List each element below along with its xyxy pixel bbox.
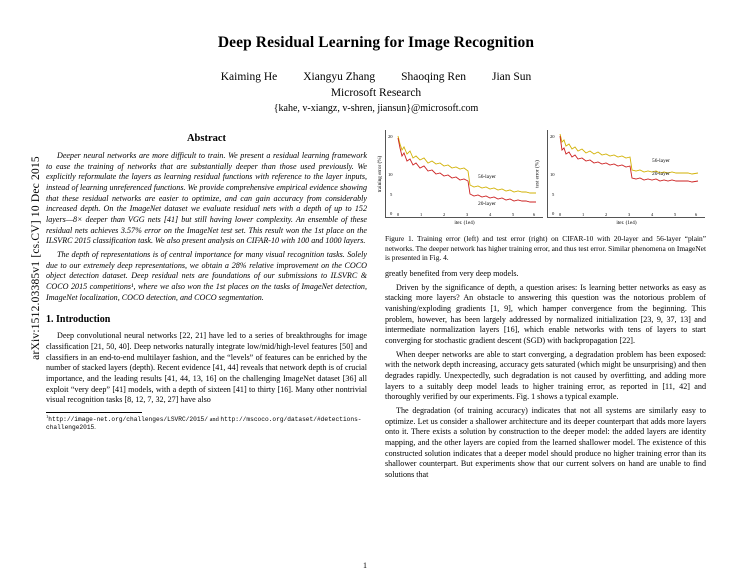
chart-test-error — [534, 130, 705, 227]
figure-charts — [376, 130, 706, 227]
affiliation: Microsoft Research — [330, 87, 422, 99]
chart-xlabel: iter. (1e4) — [616, 220, 637, 227]
series-56-layer — [560, 134, 698, 174]
chart-xtick: 4 — [651, 212, 654, 217]
right-paragraph: Driven by the significance of depth, a question arises: Is learning better networks as easy as stacking more layers? An obstacle to answering this question was the notorious problem of vanishing/exploding gradients [1, 9], which hamper convergence from the beginning. This problem, however, has been largely addressed by normalized initialization [23, 9, 37, 13] and intermediate normalization layers [16], which enable networks with tens of layers to start converging for stochastic gradient descent (SGD) with backpropagation [22]. — [385, 282, 706, 345]
chart-annotation-20-layer: 20-layer — [652, 171, 670, 177]
left-column — [46, 128, 367, 484]
chart-xtick: 0 — [397, 212, 400, 217]
chart-ytick: 10 — [388, 172, 393, 177]
paper-content — [46, 0, 706, 578]
chart-svg — [386, 130, 543, 217]
chart-xlabel: iter. (1e4) — [454, 220, 475, 227]
chart-annotation-56-layer: 56-layer — [652, 158, 670, 164]
author: Jian Sun — [491, 71, 532, 83]
two-column-body — [46, 128, 706, 484]
footnote-link[interactable]: http://mscoco.org/dataset/#detections-challenge2015 — [46, 416, 362, 432]
footnote — [46, 416, 367, 433]
series-20-layer — [560, 136, 698, 182]
chart-xtick: 6 — [695, 212, 698, 217]
page-title: Deep Residual Learning for Image Recognition — [217, 34, 535, 51]
figure-caption: Figure 1. Training error (left) and test error (right) on CIFAR-10 with 20-layer and 56-layer “plain” networks. The deeper network has higher training error, and thus test error. Similar phenomena on ImageNet is presented in Fig. 4. — [385, 234, 706, 263]
footnote-conjunction: and — [207, 416, 221, 424]
footnote-marker: 1 — [46, 414, 49, 420]
emails: {kahe, v-xiangz, v-shren, jiansun}@microsoft.com — [273, 103, 479, 114]
chart-xtick: 2 — [605, 212, 608, 217]
right-paragraph: When deeper networks are able to start converging, a degradation problem has been exposed: with the network depth increasing, accuracy gets saturated (which might be unsurprising) and then degrades rapidly. Unexpectedly, such degradation is not caused by overfitting, and adding more layers to a suitably deep model leads to higher training error, as reported in [11, 42] and thoroughly verified by our experiments. Fig. 1 shows a typical example. — [385, 349, 706, 402]
chart-xtick: 1 — [582, 212, 585, 217]
author: Kaiming He — [220, 71, 278, 83]
chart-xtick: 2 — [443, 212, 446, 217]
arxiv-stamp: arXiv:1512.03385v1 [cs.CV] 10 Dec 2015 — [30, 156, 42, 360]
chart-ytick: 5 — [390, 192, 393, 197]
chart-xtick: 6 — [533, 212, 536, 217]
chart-ytick: 20 — [550, 134, 555, 139]
page-number: 1 — [363, 561, 367, 570]
introduction-heading: 1. Introduction — [46, 314, 111, 326]
chart-ytick: 5 — [552, 192, 555, 197]
chart-xtick: 1 — [420, 212, 423, 217]
right-paragraph: greatly benefited from very deep models. — [385, 268, 519, 278]
abstract-paragraph: The depth of representations is of central importance for many visual recognition tasks. Solely due to our extremely deep representations, we obtain a 28% relative improvement on the COCO object detection dataset. Deep residual nets are foundations of our submissions to ILSVRC & COCO 2015 competitions¹, where we also won the 1st places on the tasks of ImageNet detection, ImageNet localization, COCO detection, and COCO segmentation. — [46, 249, 367, 302]
footnote-link[interactable]: http://image-net.org/challenges/LSVRC/2015/ — [48, 416, 208, 424]
author: Xiangyu Zhang — [303, 71, 376, 83]
chart-ylabel: test error (%) — [534, 159, 541, 188]
chart-xtick: 3 — [628, 212, 631, 217]
abstract-paragraph: Deeper neural networks are more difficult to train. We present a residual learning framework to ease the training of networks that are substantially deeper than those used previously. We explicitly reformulate the layers as learning residual functions with reference to the layer inputs, instead of learning unreferenced functions. We provide comprehensive empirical evidence showing that these residual networks are easier to optimize, and can gain accuracy from considerably increased depth. On the ImageNet dataset we evaluate residual nets with a depth of up to 152 layers—8× deeper than VGG nets [41] but still having lower complexity. An ensemble of these residual nets achieves 3.57% error on the ImageNet test set. This result won the 1st place on the ILSVRC 2015 classification task. We also present analysis on CIFAR-10 with 100 and 1000 layers. — [46, 150, 367, 246]
chart-ytick: 0 — [390, 211, 393, 216]
footnote-divider — [46, 412, 142, 413]
chart-xtick: 3 — [466, 212, 469, 217]
abstract-heading: Abstract — [186, 133, 227, 144]
right-column — [376, 128, 706, 484]
chart-plot-area — [548, 130, 705, 217]
chart-ytick: 0 — [552, 211, 555, 216]
chart-svg — [548, 130, 705, 217]
author-list — [46, 71, 706, 83]
chart-annotation-56-layer: 56-layer — [478, 174, 496, 180]
chart-annotation-20-layer: 20-layer — [478, 201, 496, 207]
chart-xtick: 0 — [559, 212, 562, 217]
chart-xtick: 5 — [512, 212, 515, 217]
series-56-layer — [398, 136, 536, 193]
right-paragraph: The degradation (of training accuracy) indicates that not all systems are similarly easy to optimize. Let us consider a shallower architecture and its deeper counterpart that adds more layers onto it. There exists a solution by construction to the deeper model: the added layers are identity mapping, and the other layers are copied from the learned shallower model. The existence of this constructed solution indicates that a deeper model should produce no higher training error than its shallower counterpart. But experiments show that our current solvers on hand are unable to find solutions that — [385, 405, 706, 479]
figure-1 — [376, 130, 706, 263]
introduction-paragraph: Deep convolutional neural networks [22, 21] have led to a series of breakthroughs for image classification [21, 50, 40]. Deep networks naturally integrate low/mid/high-level features [50] and classifiers in an end-to-end multilayer fashion, and the “levels” of features can be enriched by the number of stacked layers (depth). Recent evidence [41, 44] reveals that network depth is of crucial importance, and the leading results [41, 44, 13, 16] on the challenging ImageNet dataset [36] all exploit “very deep” [41] models, with a depth of sixteen [41] to thirty [16]. Many other nontrivial visual recognition tasks [8, 12, 7, 32, 27] have also — [46, 331, 367, 405]
chart-ytick: 20 — [388, 134, 393, 139]
chart-xtick: 5 — [674, 212, 677, 217]
chart-xtick: 4 — [489, 212, 492, 217]
chart-ylabel: training error (%) — [376, 155, 383, 192]
footnote-period: . — [94, 424, 96, 432]
chart-training-error — [376, 130, 543, 227]
chart-ytick: 10 — [550, 172, 555, 177]
chart-plot-area — [386, 130, 543, 217]
author: Shaoqing Ren — [401, 71, 466, 83]
